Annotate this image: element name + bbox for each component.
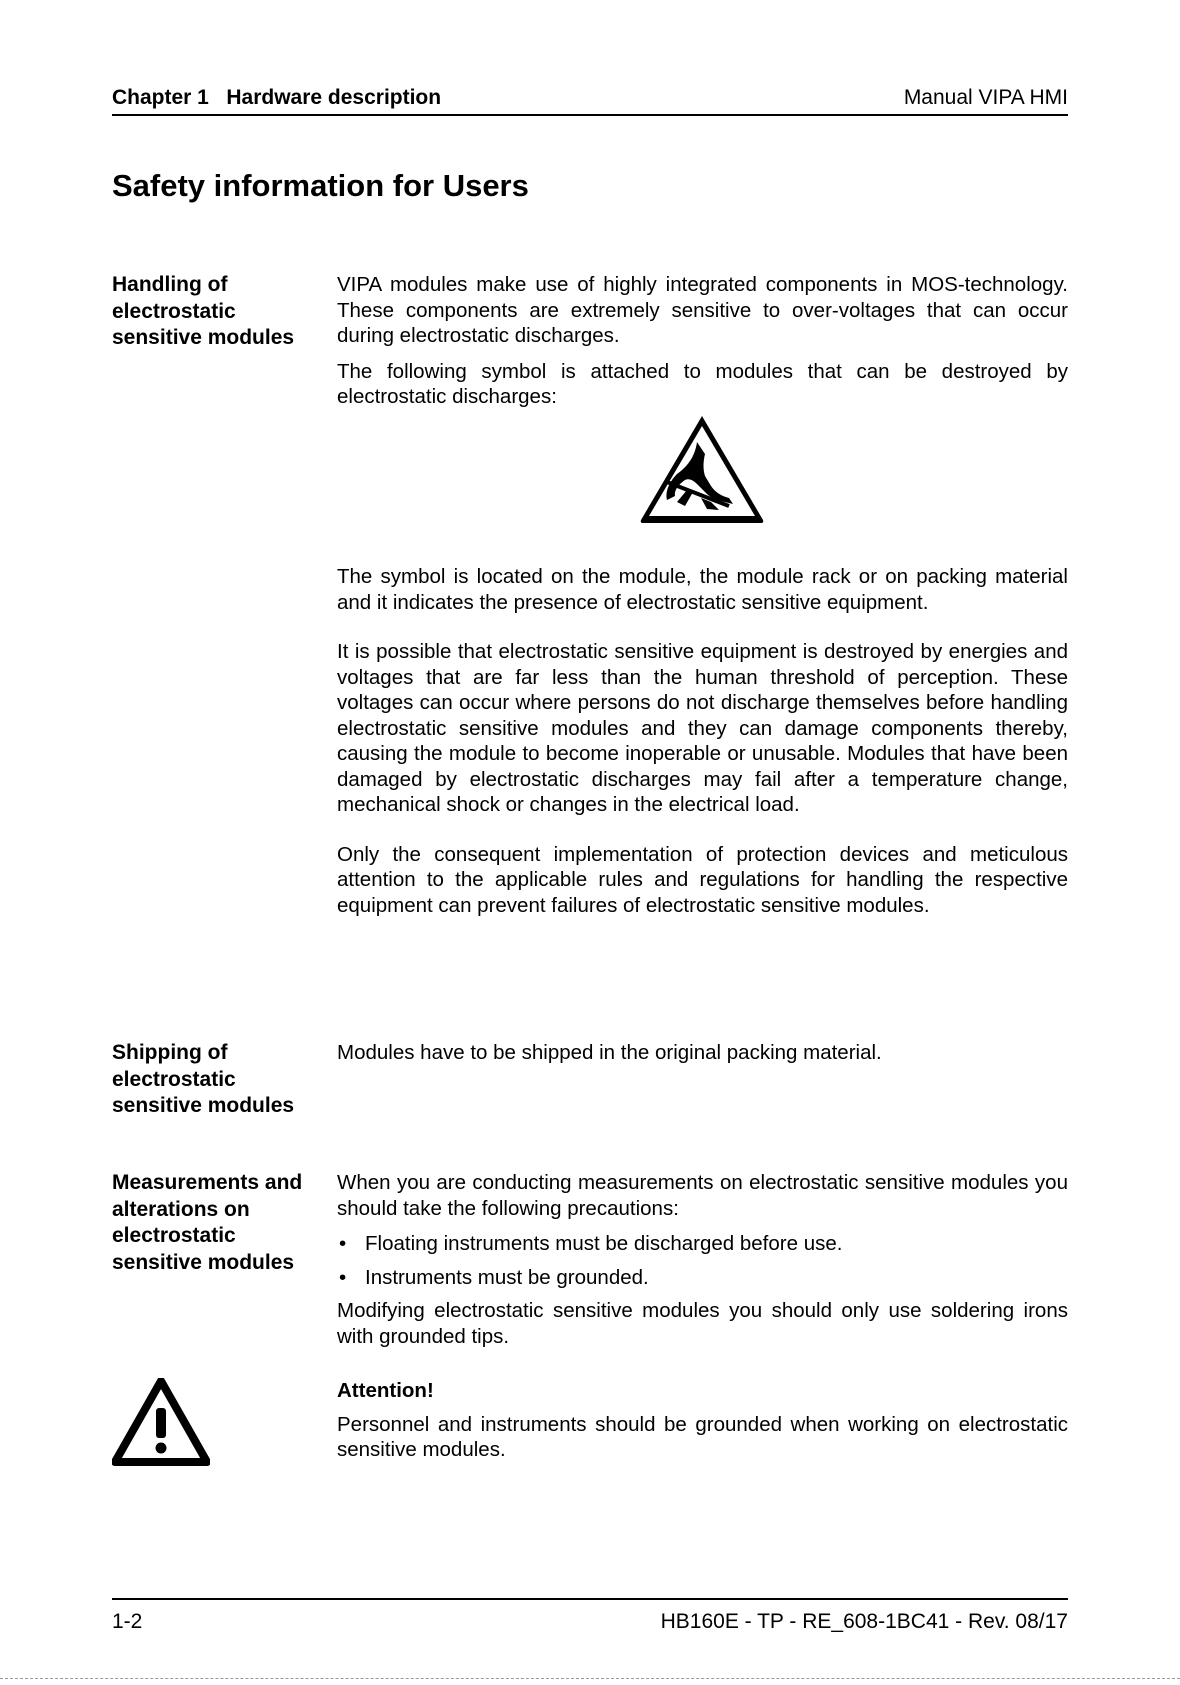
page-footer [112, 1598, 1068, 1633]
document-id: HB160E - TP - RE_608-1BC41 - Rev. 08/17 [660, 1610, 1068, 1633]
page-number: 1-2 [112, 1610, 143, 1633]
shipping-paragraph: Modules have to be shipped in the original packing material. [337, 1041, 882, 1064]
list-item [337, 1231, 1068, 1257]
attention-heading: Attention! [337, 1379, 434, 1402]
bullet-icon: • [339, 1232, 347, 1255]
page-title: Safety information for Users [112, 168, 529, 203]
precautions-list [337, 1231, 1068, 1290]
side-label-handling: Handling of electrostatic sensitive modules [112, 273, 295, 349]
esd-warning-icon [637, 412, 767, 527]
handling-body [337, 272, 1068, 420]
handling-paragraph-5: Only the consequent implementation of protection devices and meticulous attention to the applicable rules and regulations for handling the respective equipment can prevent failures of electrostatic sensitive modules. [337, 842, 1068, 917]
handling-paragraph-4: It is possible that electrostatic sensitive equipment is destroyed by energies and voltages that are far less than the human threshold of perception. These voltages can occur where persons do not discharge themselves before handling electrostatic sensitive modules and they can damage components thereby, causing the module to become inoperable or unusable. Modules that have been damaged by electrostatic discharges may fail after a temperature change, mechanical shock or changes in the electrical load. [337, 640, 1068, 816]
measurements-paragraph-2: Modifying electrostatic sensitive modules you should only use soldering irons with grounded tips. [337, 1299, 1068, 1348]
warning-triangle-icon [112, 1378, 210, 1466]
measurements-paragraph-1: When you are conducting measurements on electrostatic sensitive modules you should take the following precautions: [337, 1171, 1068, 1220]
attention-text: Personnel and instruments should be grounded when working on electrostatic sensitive modules. [337, 1412, 1068, 1461]
list-item-text: Floating instruments must be discharged before use. [365, 1232, 843, 1255]
list-item-text: Instruments must be grounded. [365, 1265, 649, 1289]
list-item [337, 1265, 1068, 1291]
page-bottom-border [0, 1678, 1180, 1679]
handling-paragraph-2: The following symbol is attached to modules that can be destroyed by electrostatic discharges: [337, 359, 1068, 408]
handling-paragraph-3: The symbol is located on the module, the module rack or on packing material and it indicates the presence of electrostatic sensitive equipment. [337, 565, 1068, 614]
handling-body-continued [337, 564, 1068, 928]
side-label-shipping: Shipping of electrostatic sensitive modules [112, 1041, 295, 1117]
measurements-body [337, 1170, 1068, 1359]
shipping-body [337, 1040, 1068, 1076]
side-label-measurements: Measurements and alterations on electrostatic sensitive modules [112, 1171, 303, 1274]
attention-body [337, 1378, 1068, 1473]
handling-paragraph-1: VIPA modules make use of highly integrated components in MOS-technology. These components are extremely sensitive to over-voltages that can occur during electrostatic discharges. [337, 273, 1068, 347]
chapter-title: Chapter 1 Hardware description [112, 86, 442, 109]
page-header [112, 84, 1068, 116]
bullet-icon: • [339, 1265, 347, 1289]
manual-title: Manual VIPA HMI [903, 86, 1068, 109]
